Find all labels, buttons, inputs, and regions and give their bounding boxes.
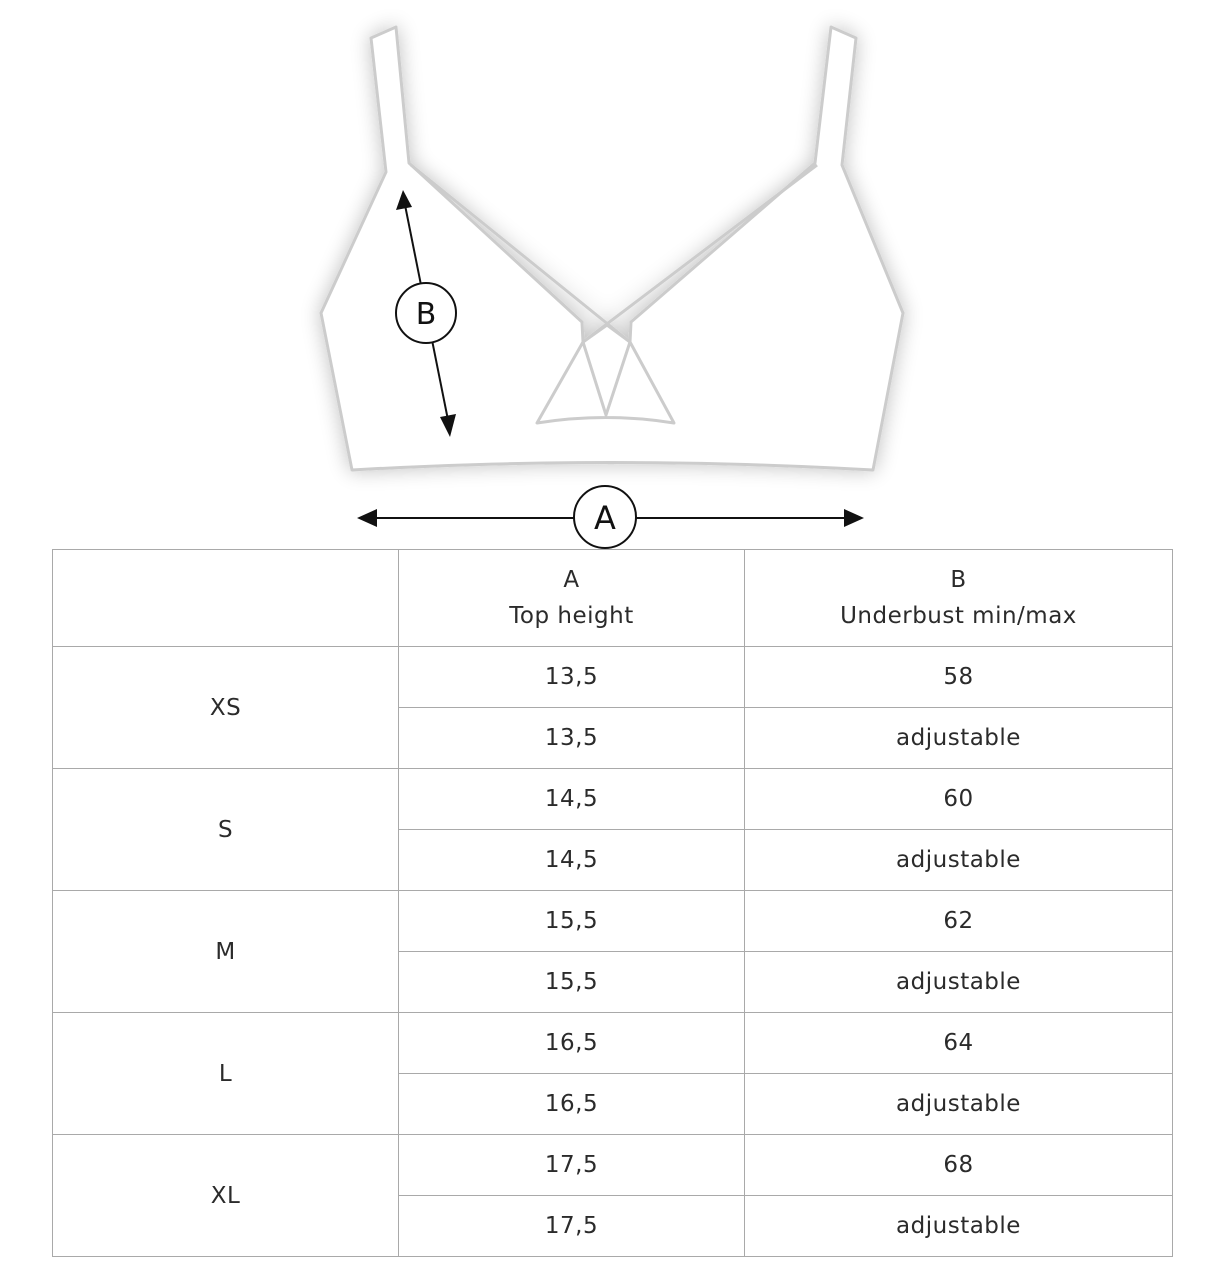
top-height-cell: 15,5: [399, 952, 745, 1013]
underbust-cell: adjustable: [745, 952, 1173, 1013]
top-height-cell: 17,5: [399, 1135, 745, 1196]
top-height-cell: 17,5: [399, 1196, 745, 1257]
underbust-cell: adjustable: [745, 1196, 1173, 1257]
arrowhead-right-icon: [844, 509, 864, 527]
table-row: [53, 1135, 1173, 1196]
size-chart-table: [52, 549, 1173, 1257]
size-label-m: M: [53, 891, 399, 1013]
header-col-b: [745, 550, 1173, 647]
label-b: B: [415, 297, 437, 332]
table-row: [53, 647, 1173, 708]
underbust-cell: adjustable: [745, 830, 1173, 891]
top-height-cell: 15,5: [399, 891, 745, 952]
table-header-row: [53, 550, 1173, 647]
header-col-b-name: Underbust min/max: [840, 603, 1077, 629]
underbust-cell: 62: [745, 891, 1173, 952]
underbust-cell: 58: [745, 647, 1173, 708]
header-col-b-letter: B: [950, 567, 967, 593]
top-height-cell: 14,5: [399, 830, 745, 891]
table-row: [53, 769, 1173, 830]
size-label-xl: XL: [53, 1135, 399, 1257]
table-row: [53, 1013, 1173, 1074]
top-height-cell: 13,5: [399, 647, 745, 708]
top-height-cell: 13,5: [399, 708, 745, 769]
label-a: A: [594, 499, 616, 537]
bra-illustration: [0, 0, 1230, 552]
top-height-cell: 14,5: [399, 769, 745, 830]
underbust-cell: 60: [745, 769, 1173, 830]
underbust-cell: 68: [745, 1135, 1173, 1196]
arrowhead-left-icon: [357, 509, 377, 527]
size-label-xs: XS: [53, 647, 399, 769]
header-col-a-letter: A: [563, 567, 580, 593]
underbust-cell: 64: [745, 1013, 1173, 1074]
bra-outline: [321, 27, 903, 470]
header-col-a-name: Top height: [509, 603, 634, 629]
table-row: [53, 891, 1173, 952]
top-height-cell: 16,5: [399, 1074, 745, 1135]
header-size-cell: [53, 550, 399, 647]
header-col-a: [399, 550, 745, 647]
underbust-cell: adjustable: [745, 1074, 1173, 1135]
measure-arrow-a: [357, 486, 864, 548]
size-label-l: L: [53, 1013, 399, 1135]
top-height-cell: 16,5: [399, 1013, 745, 1074]
underbust-cell: adjustable: [745, 708, 1173, 769]
size-label-s: S: [53, 769, 399, 891]
